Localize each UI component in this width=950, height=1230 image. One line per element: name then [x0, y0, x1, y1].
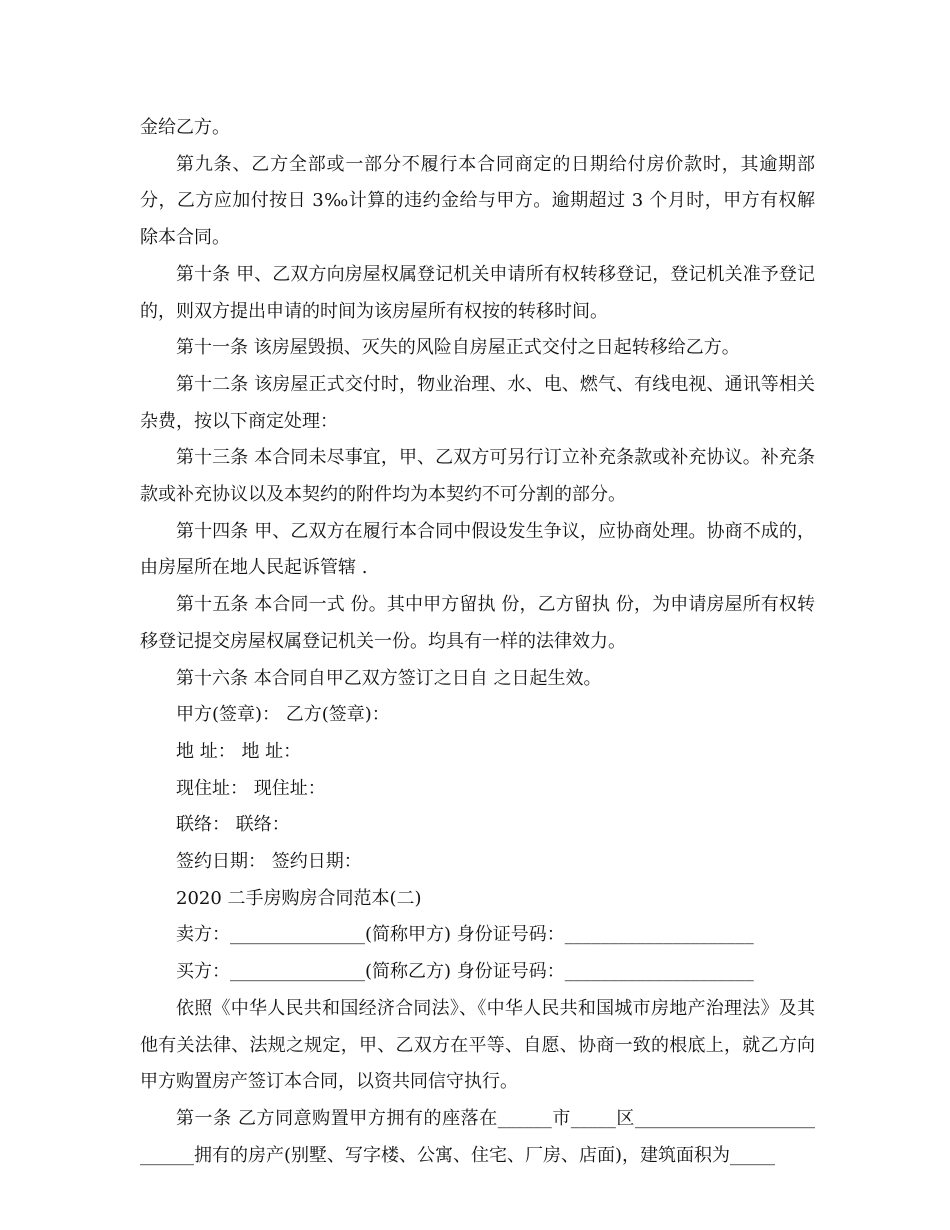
address-line: 地 址： 地 址：	[176, 740, 302, 762]
article-11: 第十一条 该房屋毁损、灭失的风险自房屋正式交付之日起转移给乙方。	[176, 337, 740, 359]
signing-date-line: 签约日期： 签约日期：	[176, 851, 362, 873]
preamble: 依照《中华人民共和国经济合同法》、《中华人民共和国城市房地产治理法》及其他有关法律、法规之规定，甲、乙双方在平等、自愿、协商一致的根底上，就乙方向甲方购置房产签订本合同，以资共同信守执行。	[140, 997, 815, 1093]
article-13: 第十三条 本合同未尽事宜，甲、乙双方可另行订立补充条款或补充协议。补充条款或补充协议以及本契约的附件均为本契约不可分割的部分。	[140, 447, 815, 506]
seller-line: 卖方：_______________(简称甲方) 身份证号码：_____________________	[176, 924, 754, 946]
article-15: 第十五条 本合同一式 份。其中甲方留执 份，乙方留执 份，为申请房屋所有权转移登记提交房屋权属登记机关一份。均具有一样的法律效力。	[140, 594, 815, 652]
article-10: 第十条 甲、乙双方向房屋权属登记机关申请所有权转移登记，登记机关准予登记的，则双方提出申请的时间为该房屋所有权按的转移时间。	[140, 263, 815, 322]
article-12: 第十二条 该房屋正式交付时，物业治理、水、电、燃气、有线电视、通讯等相关杂费，按以下商定处理：	[140, 373, 815, 432]
buyer-line: 买方：_______________(简称乙方) 身份证号码：_____________________	[176, 961, 754, 983]
document-body	[140, 110, 815, 1174]
current-address-line: 现住址： 现住址：	[176, 777, 326, 799]
section-title: 2020 二手房购房合同范本(二)	[176, 887, 422, 909]
paragraph-continuation: 金给乙方。	[140, 117, 230, 138]
article-9: 第九条、乙方全部或一部分不履行本合同商定的日期给付房价款时，其逾期部分，乙方应加付按日 3‰计算的违约金给与甲方。逾期超过 3 个月时，甲方有权解除本合同。	[140, 153, 815, 249]
article-16: 第十六条 本合同自甲乙双方签订之日自 之日起生效。	[176, 667, 602, 689]
article-14: 第十四条 甲、乙双方在履行本合同中假设发生争议，应协商处理。协商不成的，由房屋所在地人民起诉管辖 .	[140, 520, 815, 579]
article-1: 第一条 乙方同意购置甲方拥有的座落在______市_____区____________________ ______拥有的房产(别墅、写字楼、公寓、住宅、厂房、店面)，建筑面积为_____	[140, 1107, 815, 1166]
signature-line: 甲方(签章)： 乙方(签章)：	[176, 704, 390, 726]
contact-line: 联络： 联络：	[176, 814, 290, 836]
